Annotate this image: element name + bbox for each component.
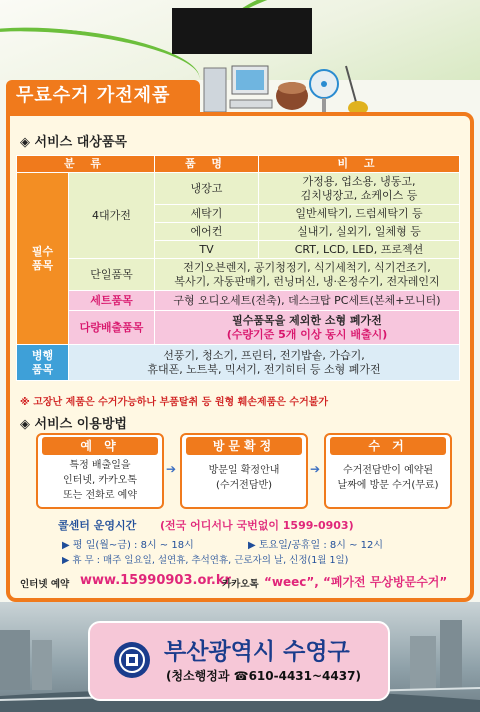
step-line: 또는 전화로 예약 xyxy=(63,490,137,501)
header-item: 품 명 xyxy=(155,156,259,173)
optional-label: 병행 품목 xyxy=(17,345,69,381)
kakao-label: 카카오톡 xyxy=(222,579,259,590)
step-reservation xyxy=(36,433,164,509)
warning-text: ※ 고장난 제품은 수거가능하나 부품탈취 등 원형 훼손제품은 수거불가 xyxy=(20,397,329,408)
item-fridge: 냉장고 xyxy=(155,173,259,205)
fan-icon xyxy=(310,70,338,116)
note-set: 구형 오디오세트(전축), 데스크탑 PC세트(본체+모니터) xyxy=(155,291,460,311)
district-department-contact: (청소행정과 ☎610-4431~4437) xyxy=(166,669,361,683)
call-center-label: 콜센터 운영시간 xyxy=(58,519,137,532)
note-aircon: 실내기, 실외기, 일체형 등 xyxy=(259,223,460,241)
set-item-label: 세트품목 xyxy=(69,291,155,311)
computer-icon xyxy=(204,66,272,112)
step-line: 방문일 확정안내 xyxy=(208,465,280,476)
items-table xyxy=(16,155,460,381)
required-label: 필수 품목 xyxy=(17,173,69,345)
step-body xyxy=(182,455,306,493)
note-fridge-line: 가정용, 업소용, 냉동고, xyxy=(302,174,416,188)
item-washer: 세탁기 xyxy=(155,205,259,223)
district-emblem-icon xyxy=(112,640,152,680)
section-title-items: ◈ 서비스 대상품목 xyxy=(20,135,127,150)
vacuum-cleaner-icon xyxy=(346,66,368,115)
step-visit-confirm xyxy=(180,433,308,509)
group-4-label: 4대가전 xyxy=(69,173,155,259)
step-line: 인터넷, 카카오톡 xyxy=(63,475,137,486)
multi-item-label: 다량배출품목 xyxy=(69,311,155,345)
call-center-detail: (전국 어디서나 국번없이 1599-0903) xyxy=(160,519,354,532)
note-single-line: 전기오븐렌지, 공기청정기, 식기세척기, 식기건조기, xyxy=(183,260,431,274)
step-collection xyxy=(324,433,452,509)
step-body xyxy=(326,455,450,493)
holiday-info: ▶ 휴 무 : 매주 일요일, 설연휴, 추석연휴, 근로자의 날, 신정(1월 1일) xyxy=(62,555,349,566)
item-aircon: 에어컨 xyxy=(155,223,259,241)
note-multi-line: (수량기준 5개 이상 동시 배출시) xyxy=(226,327,388,341)
note-washer: 일반세탁기, 드럼세탁기 등 xyxy=(259,205,460,223)
step-line: 날짜에 방문 수거(무료) xyxy=(337,480,439,491)
step-head: 방문확정 xyxy=(186,437,302,455)
header-note: 비 고 xyxy=(259,156,460,173)
internet-label: 인터넷 예약 xyxy=(20,579,70,590)
saturday-hours: ▶ 토요일/공휴일 : 8시 ~ 12시 xyxy=(248,540,384,551)
step-head: 예 약 xyxy=(42,437,158,455)
item-tv: TV xyxy=(155,241,259,259)
step-line: 수거전담반이 예약된 xyxy=(342,465,434,476)
note-optional xyxy=(69,345,460,381)
kakao-value: “weec”, “폐가전 무상방문수거” xyxy=(264,575,448,589)
note-optional-line: 휴대폰, 노트북, 믹서기, 전기히터 등 소형 폐가전 xyxy=(147,362,381,376)
note-tv: CRT, LCD, LED, 프로젝션 xyxy=(259,241,460,259)
note-multi-line: 필수품목을 제외한 소형 폐가전 xyxy=(232,313,382,327)
appliances-illustration xyxy=(200,60,370,120)
note-single xyxy=(155,259,460,291)
rice-cooker-icon xyxy=(276,82,308,110)
arrow-right-icon: ➔ xyxy=(166,462,177,476)
note-multi xyxy=(155,311,460,345)
step-head: 수 거 xyxy=(330,437,446,455)
step-line: 특정 배출일을 xyxy=(69,460,131,471)
section-title-usage: ◈ 서비스 이용방법 xyxy=(20,417,127,432)
note-optional-line: 선풍기, 청소기, 프린터, 전기밥솥, 가습기, xyxy=(163,348,365,362)
single-item-label: 단일품목 xyxy=(69,259,155,291)
reservation-url[interactable]: www.15990903.or.kr xyxy=(80,573,231,588)
page-title: 무료수거 가전제품 xyxy=(6,80,200,112)
arrow-right-icon: ➔ xyxy=(310,462,321,476)
weekday-hours: ▶ 평 일(월~금) : 8시 ~ 18시 xyxy=(62,540,194,551)
redacted-block xyxy=(172,8,312,54)
district-name: 부산광역시 수영구 xyxy=(164,639,350,665)
step-body xyxy=(38,455,162,503)
header-category: 분 류 xyxy=(17,156,155,173)
note-fridge-line: 김치냉장고, 쇼케이스 등 xyxy=(300,188,418,202)
note-single-line: 복사기, 자동판매기, 런닝머신, 냉·온정수기, 전자레인지 xyxy=(174,274,440,288)
note-fridge xyxy=(259,173,460,205)
step-line: (수거전담반) xyxy=(215,480,273,491)
